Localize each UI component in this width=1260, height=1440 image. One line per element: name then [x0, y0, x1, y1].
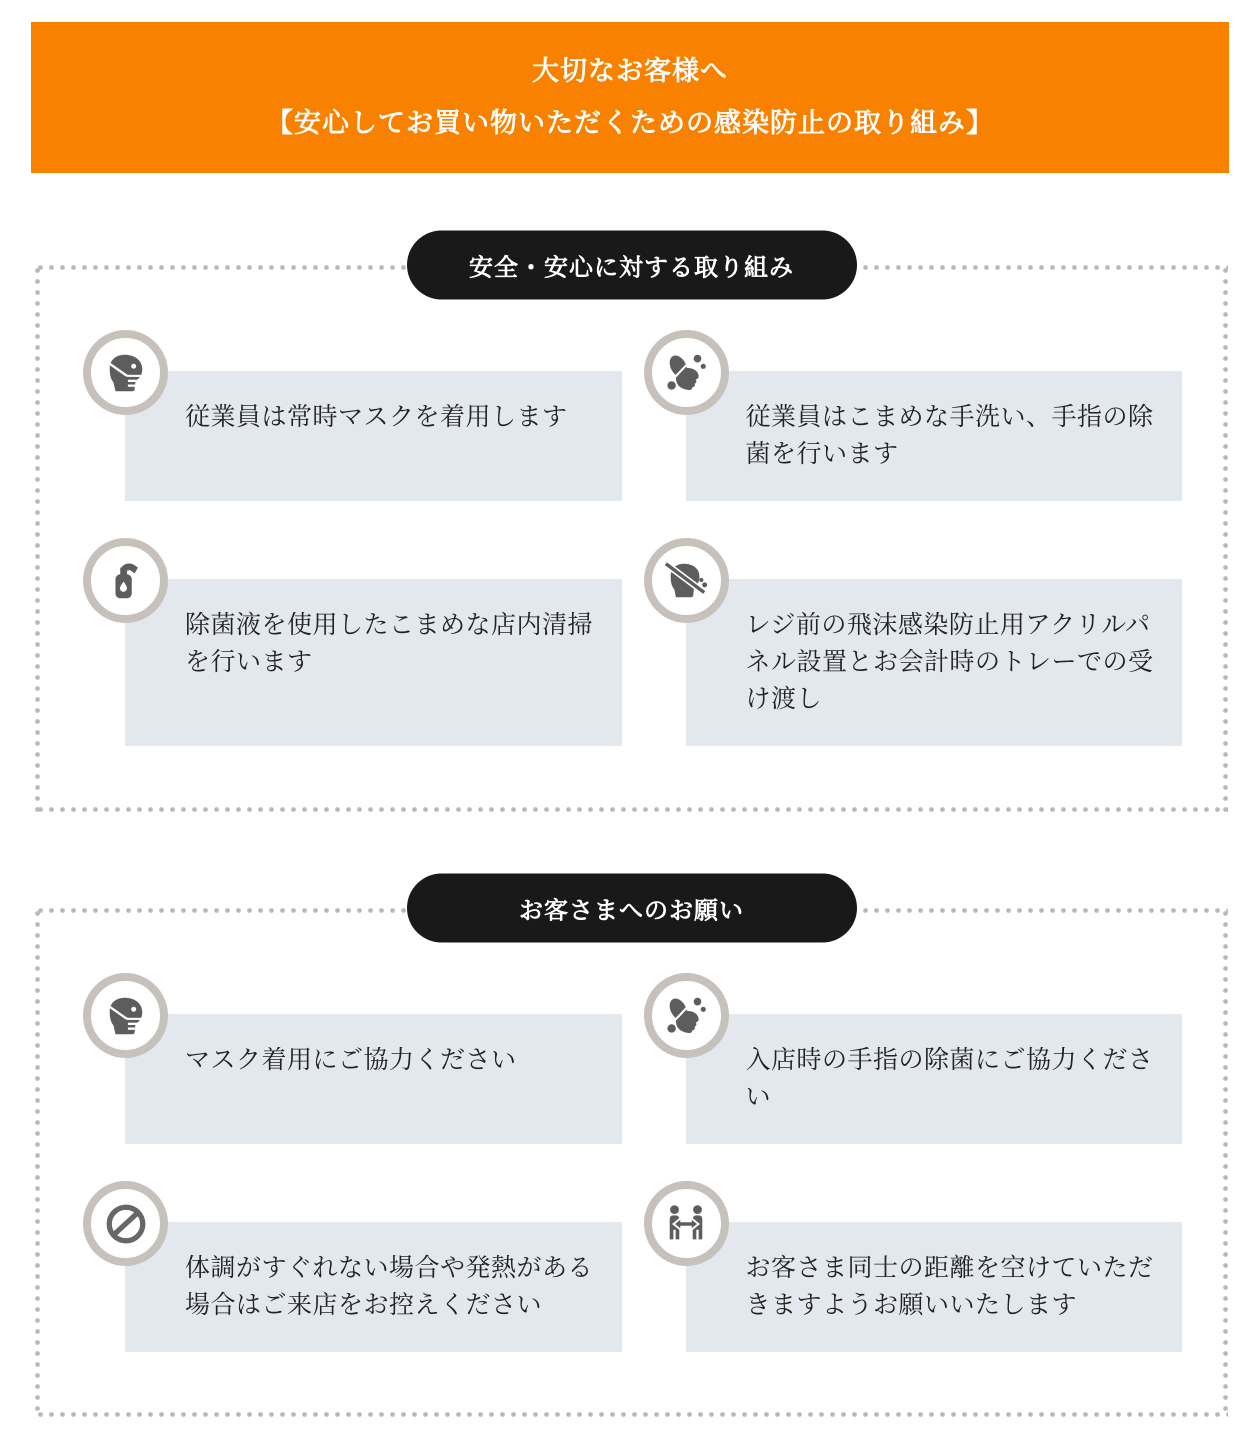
hand-wash-icon	[644, 973, 729, 1058]
list-item	[125, 1014, 622, 1144]
list-item	[686, 371, 1183, 501]
section-title-pill: 安全・安心に対する取り組み	[407, 231, 857, 300]
mask-face-icon	[83, 330, 168, 415]
item-text: お客さま同士の距離を空けていただきますようお願いいたします	[745, 1254, 1154, 1319]
list-item	[125, 371, 622, 501]
social-distance-icon	[644, 1181, 729, 1266]
section-customer-requests	[35, 897, 1228, 1417]
banner-title: 大切なお客様へ	[532, 55, 728, 86]
mask-face-icon	[83, 973, 168, 1058]
items-grid	[35, 265, 1228, 746]
list-item	[686, 1014, 1183, 1144]
item-text: 除菌液を使用したこまめな店内清掃を行います	[185, 611, 594, 676]
list-item	[686, 1222, 1183, 1352]
sanitizer-spray-icon	[83, 538, 168, 623]
list-item	[686, 579, 1183, 746]
header-banner	[31, 22, 1229, 173]
section-safety-initiatives	[35, 254, 1228, 812]
prohibition-icon	[83, 1181, 168, 1266]
item-text: 従業員は常時マスクを着用します	[185, 403, 568, 431]
list-item	[125, 579, 622, 746]
droplet-block-icon	[644, 538, 729, 623]
banner-subtitle: 【安心してお買い物いただくための感染防止の取り組み】	[266, 107, 994, 138]
items-grid	[35, 908, 1228, 1352]
hand-wash-icon	[644, 330, 729, 415]
section-title-pill: お客さまへのお願い	[407, 874, 857, 943]
item-text: マスク着用にご協力ください	[185, 1046, 517, 1074]
item-text: 体調がすぐれない場合や発熱がある場合はご来店をお控えください	[185, 1254, 594, 1319]
list-item	[125, 1222, 622, 1352]
item-text: 従業員はこまめな手洗い、手指の除菌を行います	[745, 403, 1154, 468]
item-text: レジ前の飛沫感染防止用アクリルパネル設置とお会計時のトレーでの受け渡し	[745, 611, 1154, 713]
item-text: 入店時の手指の除菌にご協力ください	[745, 1046, 1154, 1111]
